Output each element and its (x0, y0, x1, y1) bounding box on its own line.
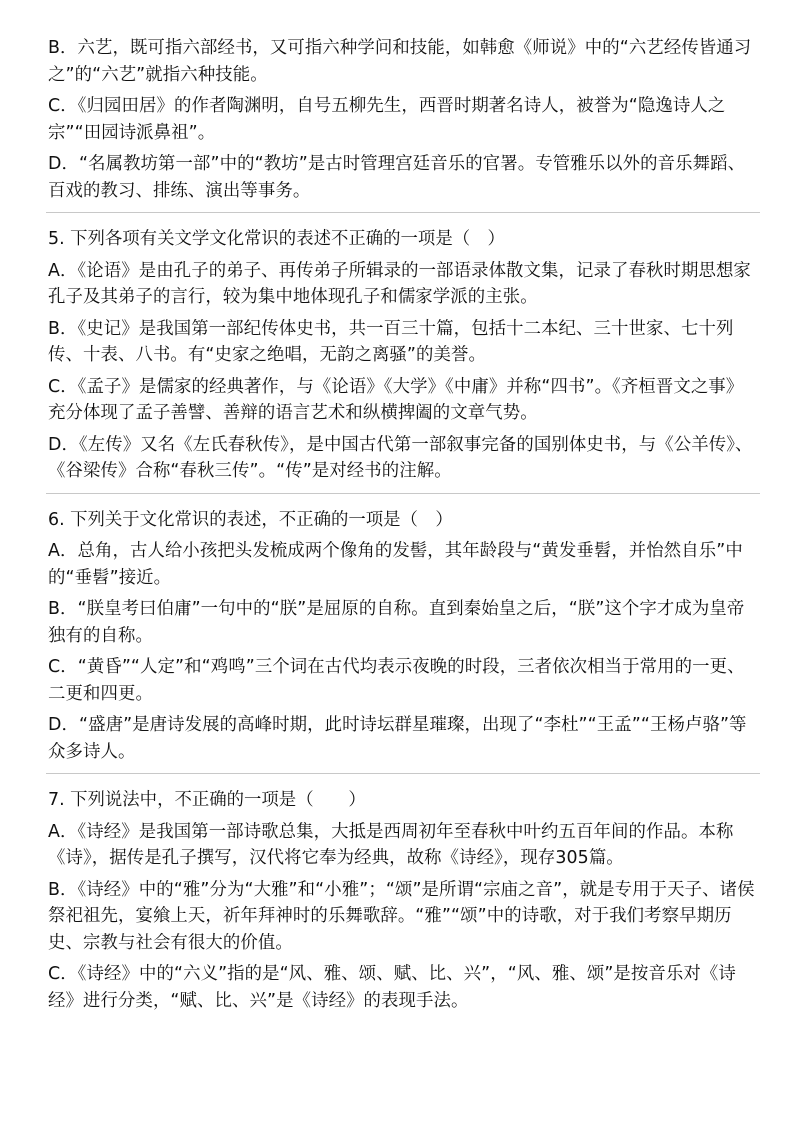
q5-option-b: B．《史记》是我国第一部纪传体史书，共一百三十篇，包括十二本纪、三十世家、七十列传、十表、八书。有“史家之绝唱，无韵之离骚”的美誉。 (48, 318, 734, 365)
question-7 (48, 787, 758, 1014)
q4-option-b: B．六艺，既可指六部经书，又可指六种学问和技能，如韩愈《师说》中的“六艺经传皆通习之”的“六艺”就指六种技能。 (48, 38, 752, 85)
document-page (48, 35, 758, 1019)
divider (46, 773, 760, 774)
q6-option-a: A．总角，古人给小孩把头发梳成两个像角的发髻，其年龄段与“黄发垂髫，并怡然自乐”中的“垂髫”接近。 (48, 541, 743, 588)
question-6 (48, 507, 758, 766)
q6-option-c: C．“黄昏”“人定”和“鸡鸣”三个词在古代均表示夜晚的时段，三者依次相当于常用的一更、二更和四更。 (48, 657, 745, 704)
question-4-remaining-options (48, 35, 758, 204)
q5-option-c: C．《孟子》是儒家的经典著作，与《论语》《大学》《中庸》并称“四书”。《齐桓晋文之事》充分体现了孟子善譬、善辩的语言艺术和纵横捭阖的文章气势。 (48, 376, 744, 423)
q7-title: 7. 下列说法中，不正确的一项是（ ） (48, 790, 366, 810)
q6-title: 6. 下列关于文化常识的表述，不正确的一项是（ ） (48, 509, 453, 530)
q7-option-a: A．《诗经》是我国第一部诗歌总集，大抵是西周初年至春秋中叶约五百年间的作品。本称《诗》，据传是孔子撰写，汉代将它奉为经典，故称《诗经》，现存305篇。 (48, 821, 734, 868)
q7-option-c: C．《诗经》中的“六义”指的是“风、雅、颂、赋、比、兴”，“风、雅、颂”是按音乐对《诗经》进行分类，“赋、比、兴”是《诗经》的表现手法。 (48, 964, 736, 1011)
q4-option-c: C．《归园田居》的作者陶渊明，自号五柳先生，西晋时期著名诗人，被誉为“隐逸诗人之宗”“田园诗派鼻祖”。 (48, 96, 726, 143)
q7-option-b: B．《诗经》中的“雅”分为“大雅”和“小雅”；“颂”是所谓“宗庙之音”，就是专用于天子、诸侯祭祀祖先，宴飨上天，祈年拜神时的乐舞歌辞。“雅”“颂”中的诗歌，对于我们考察早期历史、宗教与社会有很大的价值。 (48, 879, 755, 953)
q6-option-b: B．“朕皇考曰伯庸”一句中的“朕”是屈原的自称。直到秦始皇之后，“朕”这个字才成为皇帝独有的自称。 (48, 599, 745, 646)
q6-option-d: D．“盛唐”是唐诗发展的高峰时期，此时诗坛群星璀璨，出现了“李杜”“王孟”“王杨卢骆”等众多诗人。 (48, 715, 747, 762)
question-5 (48, 226, 758, 485)
q5-title: 5. 下列各项有关文学文化常识的表述不正确的一项是（ ） (48, 229, 505, 249)
q5-option-d: D．《左传》又名《左氏春秋传》，是中国古代第一部叙事完备的国别体史书，与《公羊传》、《谷梁传》合称“春秋三传”。“传”是对经书的注解。 (48, 434, 753, 481)
q4-option-d: D．“名属教坊第一部”中的“教坊”是古时管理宫廷音乐的官署。专管雅乐以外的音乐舞蹈、百戏的教习、排练、演出等事务。 (48, 154, 746, 201)
divider (46, 212, 760, 213)
divider (46, 493, 760, 494)
q5-option-a: A．《论语》是由孔子的弟子、再传弟子所辑录的一部语录体散文集，记录了春秋时期思想家孔子及其弟子的言行，较为集中地体现孔子和儒家学派的主张。 (48, 260, 751, 307)
